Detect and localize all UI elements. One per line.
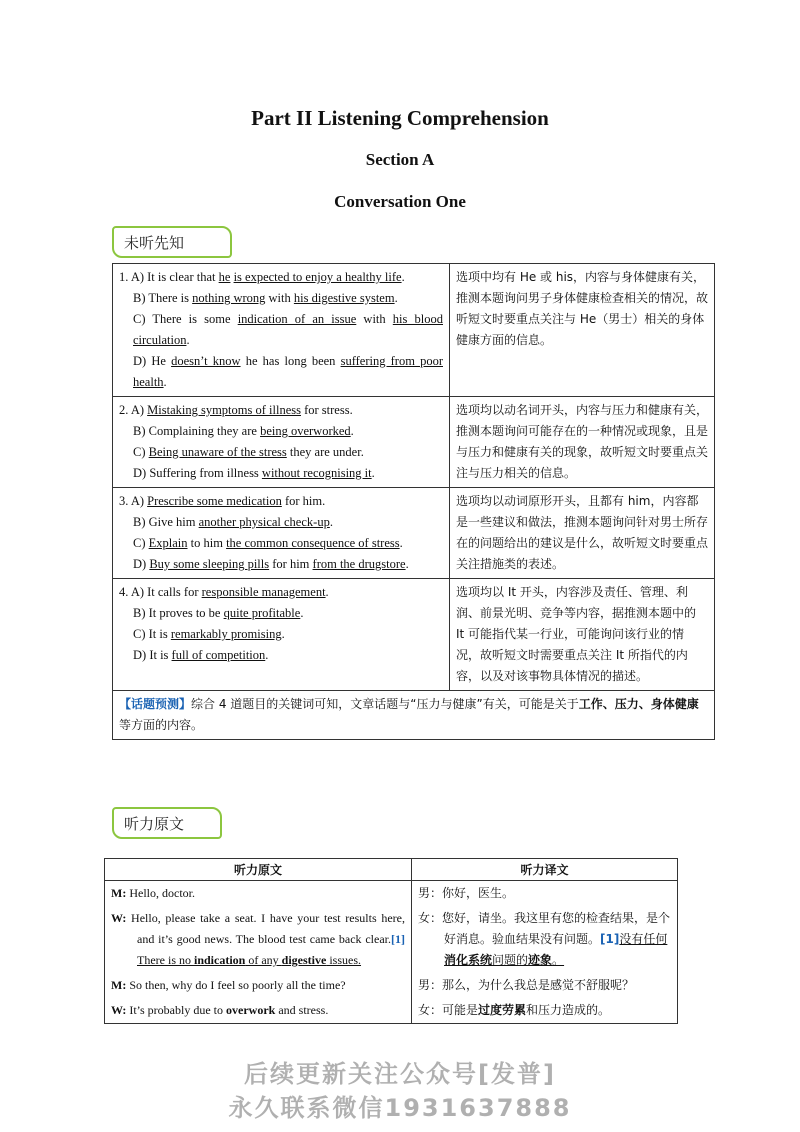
- option: C) Being unaware of the stress they are under.: [133, 445, 364, 459]
- question-analysis: 选项均以 It 开头，内容涉及责任、管理、利润、前景光明、竞争等内容，据推测本题中的 It 可能指代某一行业，可能询问该行业的情况，故听短文时需要重点关注 It 所指代的内容，以及对该事物具体情况的描述。: [450, 579, 715, 691]
- topic-tag: 【话题预测】: [119, 697, 192, 711]
- topic-prediction: 【话题预测】综合 4 道题目的关键词可知，文章话题与“压力与健康”有关，可能是关于工作、压力、身体健康等方面的内容。: [113, 691, 715, 740]
- option: 2. A) Mistaking symptoms of illness for stress.: [119, 403, 353, 417]
- transcript-zh: 女：您好，请坐。我这里有您的检查结果，是个好消息。验血结果没有问题。[1]没有任何消化系统问题的迹象。: [412, 906, 678, 973]
- transcript-en: M: So then, why do I feel so poorly all the time?: [105, 973, 412, 998]
- option: 3. A) Prescribe some medication for him.: [119, 494, 326, 508]
- footer-contact: 永久联系微信1931637888: [228, 1094, 572, 1122]
- question-row: [113, 264, 715, 397]
- option: C) There is some indication of an issue with his blood circulation.: [133, 312, 443, 347]
- option: B) Complaining they are being overworked.: [133, 424, 354, 438]
- question-row: [113, 488, 715, 579]
- transcript-zh: 男：你好，医生。: [412, 881, 678, 907]
- transcript-zh: 男：那么，为什么我总是感觉不舒服呢？: [412, 973, 678, 998]
- transcript-en: W: It’s probably due to overwork and stress.: [105, 998, 412, 1024]
- transcript-zh: 女：可能是过度劳累和压力造成的。: [412, 998, 678, 1024]
- question-options: [113, 488, 450, 579]
- header-translation: 听力译文: [412, 859, 678, 881]
- option: 4. A) It calls for responsible management.: [119, 585, 329, 599]
- transcript-table: [104, 858, 678, 1024]
- section-title: Section A: [365, 150, 435, 169]
- footer-notice: 后续更新关注公众号[发普]: [244, 1060, 556, 1088]
- transcript-label: 听力原文: [112, 807, 222, 839]
- header-original: 听力原文: [105, 859, 412, 881]
- transcript-en: W: Hello, please take a seat. I have your test results here, and it’s good news. The blood test came back clear.[1] There is no indication of any digestive issues.: [105, 906, 412, 973]
- option: D) He doesn’t know he has long been suffering from poor health.: [133, 354, 443, 389]
- option: B) It proves to be quite profitable.: [133, 606, 304, 620]
- question-analysis: 选项中均有 He 或 his，内容与身体健康有关，推测本题询问男子身体健康检查相关的情况，故听短文时要重点关注与 He（男士）相关的身体健康方面的信息。: [450, 264, 715, 397]
- question-row: [113, 579, 715, 691]
- question-options: [113, 264, 450, 397]
- question-table: [112, 263, 715, 740]
- option: 1. A) It is clear that he is expected to enjoy a healthy life.: [119, 270, 405, 284]
- conversation-title: Conversation One: [334, 192, 466, 211]
- page-title: Part II Listening Comprehension: [251, 106, 549, 130]
- option: D) Suffering from illness without recognising it.: [133, 466, 375, 480]
- question-options: [113, 579, 450, 691]
- option: B) Give him another physical check-up.: [133, 515, 333, 529]
- option: D) It is full of competition.: [133, 648, 269, 662]
- preview-label: 未听先知: [112, 226, 232, 258]
- option: D) Buy some sleeping pills for him from the drugstore.: [133, 557, 409, 571]
- option: B) There is nothing wrong with his digestive system.: [133, 291, 398, 305]
- transcript-en: M: Hello, doctor.: [105, 881, 412, 907]
- transcript-row: [105, 998, 678, 1024]
- option: C) Explain to him the common consequence of stress.: [133, 536, 403, 550]
- question-row: [113, 397, 715, 488]
- topic-row: [113, 691, 715, 740]
- transcript-row: [105, 881, 678, 907]
- option: C) It is remarkably promising.: [133, 627, 285, 641]
- question-analysis: 选项均以动词原形开头，且都有 him，内容都是一些建议和做法，推测本题询问针对男士所存在的问题给出的建议是什么，故听短文时要重点关注措施类的表述。: [450, 488, 715, 579]
- transcript-row: [105, 906, 678, 973]
- question-options: [113, 397, 450, 488]
- transcript-row: [105, 973, 678, 998]
- question-analysis: 选项均以动名词开头，内容与压力和健康有关，推测本题询问可能存在的一种情况或现象，且是与压力和健康有关的现象，故听短文时要重点关注与压力相关的信息。: [450, 397, 715, 488]
